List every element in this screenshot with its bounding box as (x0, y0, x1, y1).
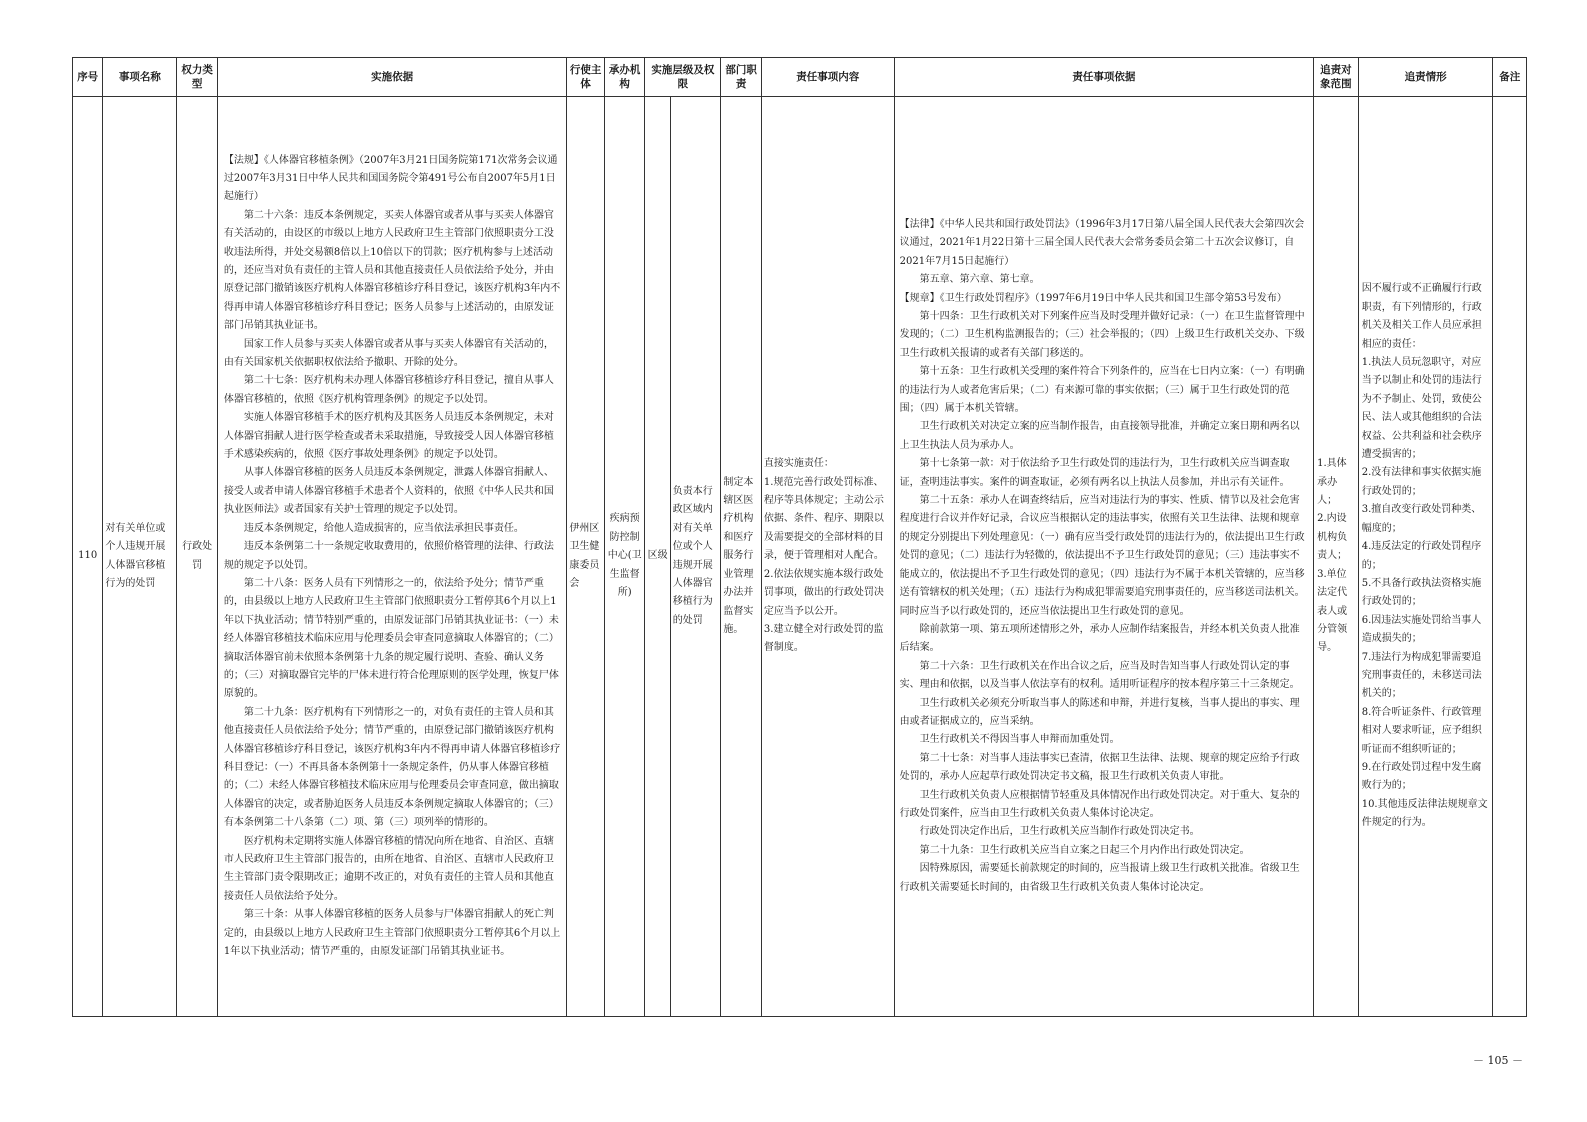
legal-basis-para: 国家工作人员参与买卖人体器官或者从事与买卖人体器官有关活动的，由有关国家机关依据职权依法给予撤职、开除的处分。 (223, 338, 554, 369)
responsibility-content-line: 1.规范完善行政处罚标准、程序等具体规定；主动公示依据、条件、程序、期限以及需要提交的全部材料的目录，便于管理相对人配合。 (763, 476, 884, 562)
accountability-situation-line: 7.违法行为构成犯罪需要追究刑事责任的，未移送司法机关的； (1361, 651, 1482, 700)
legal-basis-para: 违反本条例第二十一条规定收取费用的，依照价格管理的法律、行政法规的规定予以处罚。 (223, 541, 554, 571)
responsibility-content-line: 直接实施责任： (763, 458, 834, 470)
accountability-scope-line: 1.具体承办人； (1317, 458, 1347, 507)
responsibility-basis-para: 卫生行政机关不得因当事人申辩而加重处罚。 (919, 734, 1120, 746)
accountability-situation-line: 3.擅自改变行政处罚种类、幅度的； (1361, 504, 1482, 534)
header-remarks: 备注 (1493, 58, 1527, 97)
cell-responsibility-content (761, 97, 894, 1017)
responsibility-basis-para: 第十五条：卫生行政机关受理的案件符合下列条件的，应当在七日内立案：（一）有明确的违法行为人或者危害后果；（二）有来源可靠的事实依据；（三）属于卫生行政处罚的范围；（四）属于本机关管辖。 (899, 366, 1305, 415)
responsibility-basis-para: 因特殊原因，需要延长前款规定的时间的，应当报请上级卫生行政机关批准。省级卫生行政机关需要延长时间的，由省级卫生行政机关负责人集体讨论决定。 (899, 863, 1300, 893)
responsibility-basis-para: 第十四条：卫生行政机关对下列案件应当及时受理并做好记录：（一）在卫生监督管理中发现的；（二）卫生机构监测报告的；（三）社会举报的；（四）上级卫生行政机关交办、下级卫生行政机关报请的或者有关部门移送的。 (899, 311, 1305, 359)
header-legal-basis: 实施依据 (217, 58, 567, 97)
header-subject: 行使主体 (567, 58, 604, 97)
responsibility-basis-para: 第二十九条：卫生行政机关应当自立案之日起三个月内作出行政处罚决定。 (919, 844, 1250, 856)
responsibility-basis-para: 【规章】《卫生行政处罚程序》（1997年6月19日中华人民共和国卫生部令第53号发布） (899, 292, 1287, 304)
responsibility-basis-para: 除前款第一项、第五项所述情形之外，承办人应制作结案报告，并经本机关负责人批准后结案。 (899, 623, 1300, 654)
accountability-situation-line: 4.违反法定的行政处罚程序的； (1361, 541, 1482, 571)
header-item-name: 事项名称 (103, 58, 177, 97)
table-row (73, 97, 1527, 1017)
responsibility-table (72, 57, 1527, 1017)
cell-subject: 伊州区卫生健康委员会 (567, 97, 604, 1017)
cell-agency: 疾病预防控制中心(卫生监督所) (604, 97, 645, 1017)
responsibility-basis-para: 卫生行政机关对决定立案的应当制作报告，由直接领导批准，并确定立案日期和两名以上卫生执法人员为承办人。 (899, 421, 1300, 451)
header-agency: 承办机构 (604, 58, 645, 97)
legal-basis-para: 实施人体器官移植手术的医疗机构及其医务人员违反本条例规定，未对人体器官捐献人进行医学检查或者未采取措施，导致接受人因人体器官移植手术感染疾病的，依照《医疗事故处理条例》的规定予以处罚。 (223, 412, 554, 461)
legal-basis-para: 第二十七条：医疗机构未办理人体器官移植诊疗科目登记，擅自从事人体器官移植的，依照《医疗机构管理条例》的规定予以处罚。 (223, 375, 554, 405)
cell-accountability-scope (1314, 97, 1359, 1017)
accountability-situation-line: 2.没有法律和事实依据实施行政处罚的； (1361, 467, 1482, 497)
cell-responsibility-basis (894, 97, 1313, 1017)
table-header-row (73, 58, 1527, 97)
accountability-scope-line: 3.单位法定代表人或分管领导。 (1317, 568, 1348, 654)
header-responsibility-content: 责任事项内容 (761, 58, 894, 97)
responsibility-basis-para: 【法律】《中华人民共和国行政处罚法》（1996年3月17日第八届全国人民代表大会第四次会议通过，2021年1月22日第十三届全国人民代表大会常务委员会第二十五次会议修订，自2021年7月15日起施行） (899, 218, 1305, 267)
legal-basis-para: 从事人体器官移植的医务人员违反本条例规定，泄露人体器官捐献人、接受人或者申请人体器官移植手术患者个人资料的，依照《中华人民共和国执业医师法》或者国家有关护士管理的规定予以处罚。 (223, 467, 554, 516)
responsibility-basis-para: 卫生行政机关负责人应根据情节轻重及具体情况作出行政处罚决定。对于重大、复杂的行政处罚案件，应当由卫生行政机关负责人集体讨论决定。 (899, 789, 1300, 819)
header-seq: 序号 (73, 58, 103, 97)
responsibility-basis-para: 第二十六条：卫生行政机关在作出合议之后，应当及时告知当事人行政处罚认定的事实、理由和依据，以及当事人依法享有的权利。适用听证程序的按本程序第三十三条规定。 (899, 660, 1300, 691)
accountability-scope-line: 2.内设机构负责人； (1317, 513, 1348, 562)
cell-seq: 110 (73, 97, 103, 1017)
header-dept-duty: 部门职责 (721, 58, 762, 97)
responsibility-basis-para: 卫生行政机关必须充分听取当事人的陈述和申辩，并进行复核，当事人提出的事实、理由或者证据成立的，应当采纳。 (899, 697, 1300, 727)
cell-dept-duty: 制定本辖区医疗机构和医疗服务行业管理办法并监督实施。 (721, 97, 762, 1017)
cell-power-type: 行政处罚 (177, 97, 218, 1017)
responsibility-content-line: 2.依法依规实施本级行政处罚事项，做出的行政处罚决定应当予以公开。 (763, 568, 884, 617)
cell-item-name: 对有关单位或个人违规开展人体器官移植行为的处罚 (103, 97, 177, 1017)
accountability-situation-line: 8.符合听证条件、行政管理相对人要求听证，应予组织听证而不组织听证的； (1361, 706, 1482, 755)
responsibility-basis-para: 第五章、第六章、第七章。 (919, 274, 1040, 286)
header-accountability-situations: 追责情形 (1358, 58, 1493, 97)
cell-level-scope: 负责本行政区域内对有关单位或个人违规开展人体器官移植行为的处罚 (670, 97, 721, 1017)
legal-basis-para: 医疗机构未定期将实施人体器官移植的情况向所在地省、自治区、直辖市人民政府卫生主管部门报告的，由所在地省、自治区、直辖市人民政府卫生主管部门责令限期改正；逾期不改正的，对负有责任的主管人员和其他直接责任人员依法给予处分。 (223, 835, 554, 902)
accountability-situation-line: 10.其他违反法律法规规章文件规定的行为。 (1361, 798, 1488, 829)
legal-basis-para: 第二十八条：医务人员有下列情形之一的，依法给予处分；情节严重的，由县级以上地方人民政府卫生主管部门依照职责分工暂停其6个月以上1年以下执业活动；情节特别严重的，由原发证部门吊销其执业证书：（一）未经人体器官移植技术临床应用与伦理委员会审查同意摘取人体器官的；（二）摘取活体器官前未依照本条例第十九条的规定履行说明、查验、确认义务的；（三）对摘取器官完毕的尸体未进行符合伦理原则的医学处理，恢复尸体原貌的。 (223, 577, 559, 700)
cell-remarks (1493, 97, 1527, 1017)
accountability-situation-line: 因不履行或不正确履行行政职责，有下列情形的，行政机关及相关工作人员应承担相应的责任： (1361, 283, 1482, 350)
accountability-situation-line: 9.在行政处罚过程中发生腐败行为的； (1361, 761, 1482, 792)
header-accountability-scope: 追责对象范围 (1314, 58, 1359, 97)
header-power-type: 权力类型 (177, 58, 218, 97)
responsibility-basis-para: 第十七条第一款：对于依法给予卫生行政处罚的违法行为，卫生行政机关应当调查取证，查明违法事实。案件的调查取证，必须有两名以上执法人员参加，并出示有关证件。 (899, 458, 1290, 488)
accountability-situation-line: 6.因违法实施处罚给当事人造成损失的； (1361, 614, 1482, 645)
header-level: 实施层级及权限 (645, 58, 721, 97)
legal-basis-para: 【法规】《人体器官移植条例》（2007年3月21日国务院第171次常务会议通过2007年3月31日中华人民共和国国务院令第491号公布自2007年5月1日起施行） (223, 154, 558, 203)
cell-accountability-situations (1358, 97, 1493, 1017)
responsibility-basis-para: 第二十七条：对当事人违法事实已查清，依据卫生法律、法规、规章的规定应给予行政处罚的，承办人应起草行政处罚决定书文稿，报卫生行政机关负责人审批。 (899, 752, 1300, 783)
legal-basis-para: 第二十六条：违反本条例规定，买卖人体器官或者从事与买卖人体器官有关活动的，由设区的市级以上地方人民政府卫生主管部门依照职责分工没收违法所得，并处交易额8倍以上10倍以下的罚款；医疗机构参与上述活动的，还应当对负有责任的主管人员和其他直接责任人员依法给予处分，并由原登记部门撤销该医疗机构人体器官移植诊疗科目登记，该医疗机构3年内不得再申请人体器官移植诊疗科目登记；医务人员参与上述活动的，由原发证部门吊销其执业证书。 (223, 209, 561, 332)
responsibility-basis-para: 行政处罚决定作出后，卫生行政机关应当制作行政处罚决定书。 (919, 826, 1200, 838)
header-responsibility-basis: 责任事项依据 (894, 58, 1313, 97)
cell-legal-basis (217, 97, 567, 1017)
legal-basis-para: 第二十九条：医疗机构有下列情形之一的，对负有责任的主管人员和其他直接责任人员依法给予处分；情节严重的，由原登记部门撤销该医疗机构人体器官移植诊疗科目登记，该医疗机构3年内不得再申请人体器官移植诊疗科目登记：（一）不再具备本条例第十一条规定条件，仍从事人体器官移植的；（二）未经人体器官移植技术临床应用与伦理委员会审查同意，做出摘取人体器官的决定，或者胁迫医务人员违反本条例规定摘取人体器官的；（三）有本条例第二十八条第（二）项、第（三）项列举的情形的。 (223, 706, 561, 829)
cell-level: 区级 (645, 97, 670, 1017)
page-number: － 105 － (1473, 1054, 1523, 1067)
legal-basis-para: 第三十条：从事人体器官移植的医务人员参与尸体器官捐献人的死亡判定的，由县级以上地方人民政府卫生主管部门依照职责分工暂停其6个月以上1年以下执业活动；情节严重的，由原发证部门吊销其执业证书。 (223, 909, 561, 958)
legal-basis-para: 违反本条例规定，给他人造成损害的，应当依法承担民事责任。 (243, 522, 524, 534)
accountability-situation-line: 5.不具备行政执法资格实施行政处罚的； (1361, 577, 1482, 608)
accountability-situation-line: 1.执法人员玩忽职守，对应当予以制止和处罚的违法行为不予制止、处罚，致使公民、法人或其他组织的合法权益、公共利益和社会秩序遭受损害的； (1361, 357, 1482, 461)
responsibility-content-line: 3.建立健全对行政处罚的监督制度。 (763, 623, 884, 654)
responsibility-basis-para: 第二十五条：承办人在调查终结后，应当对违法行为的事实、性质、情节以及社会危害程度进行合议并作好记录，合议应当根据认定的违法事实，依照有关卫生法律、法规和规章的规定分别提出下列处理意见：（一）确有应当受行政处罚的违法行为的，依法提出卫生行政处罚的意见；（二）违法行为轻微的，依法提出不予卫生行政处罚的意见；（三）违法事实不能成立的，依法提出不予卫生行政处罚的意见；（四）违法行为不属于本机关管辖的，应当移送有管辖权的机关处理；（五）违法行为构成犯罪需要追究刑事责任的，应当移送司法机关。同时应当予以行政处罚的，还应当依法提出卫生行政处罚的意见。 (899, 495, 1305, 617)
